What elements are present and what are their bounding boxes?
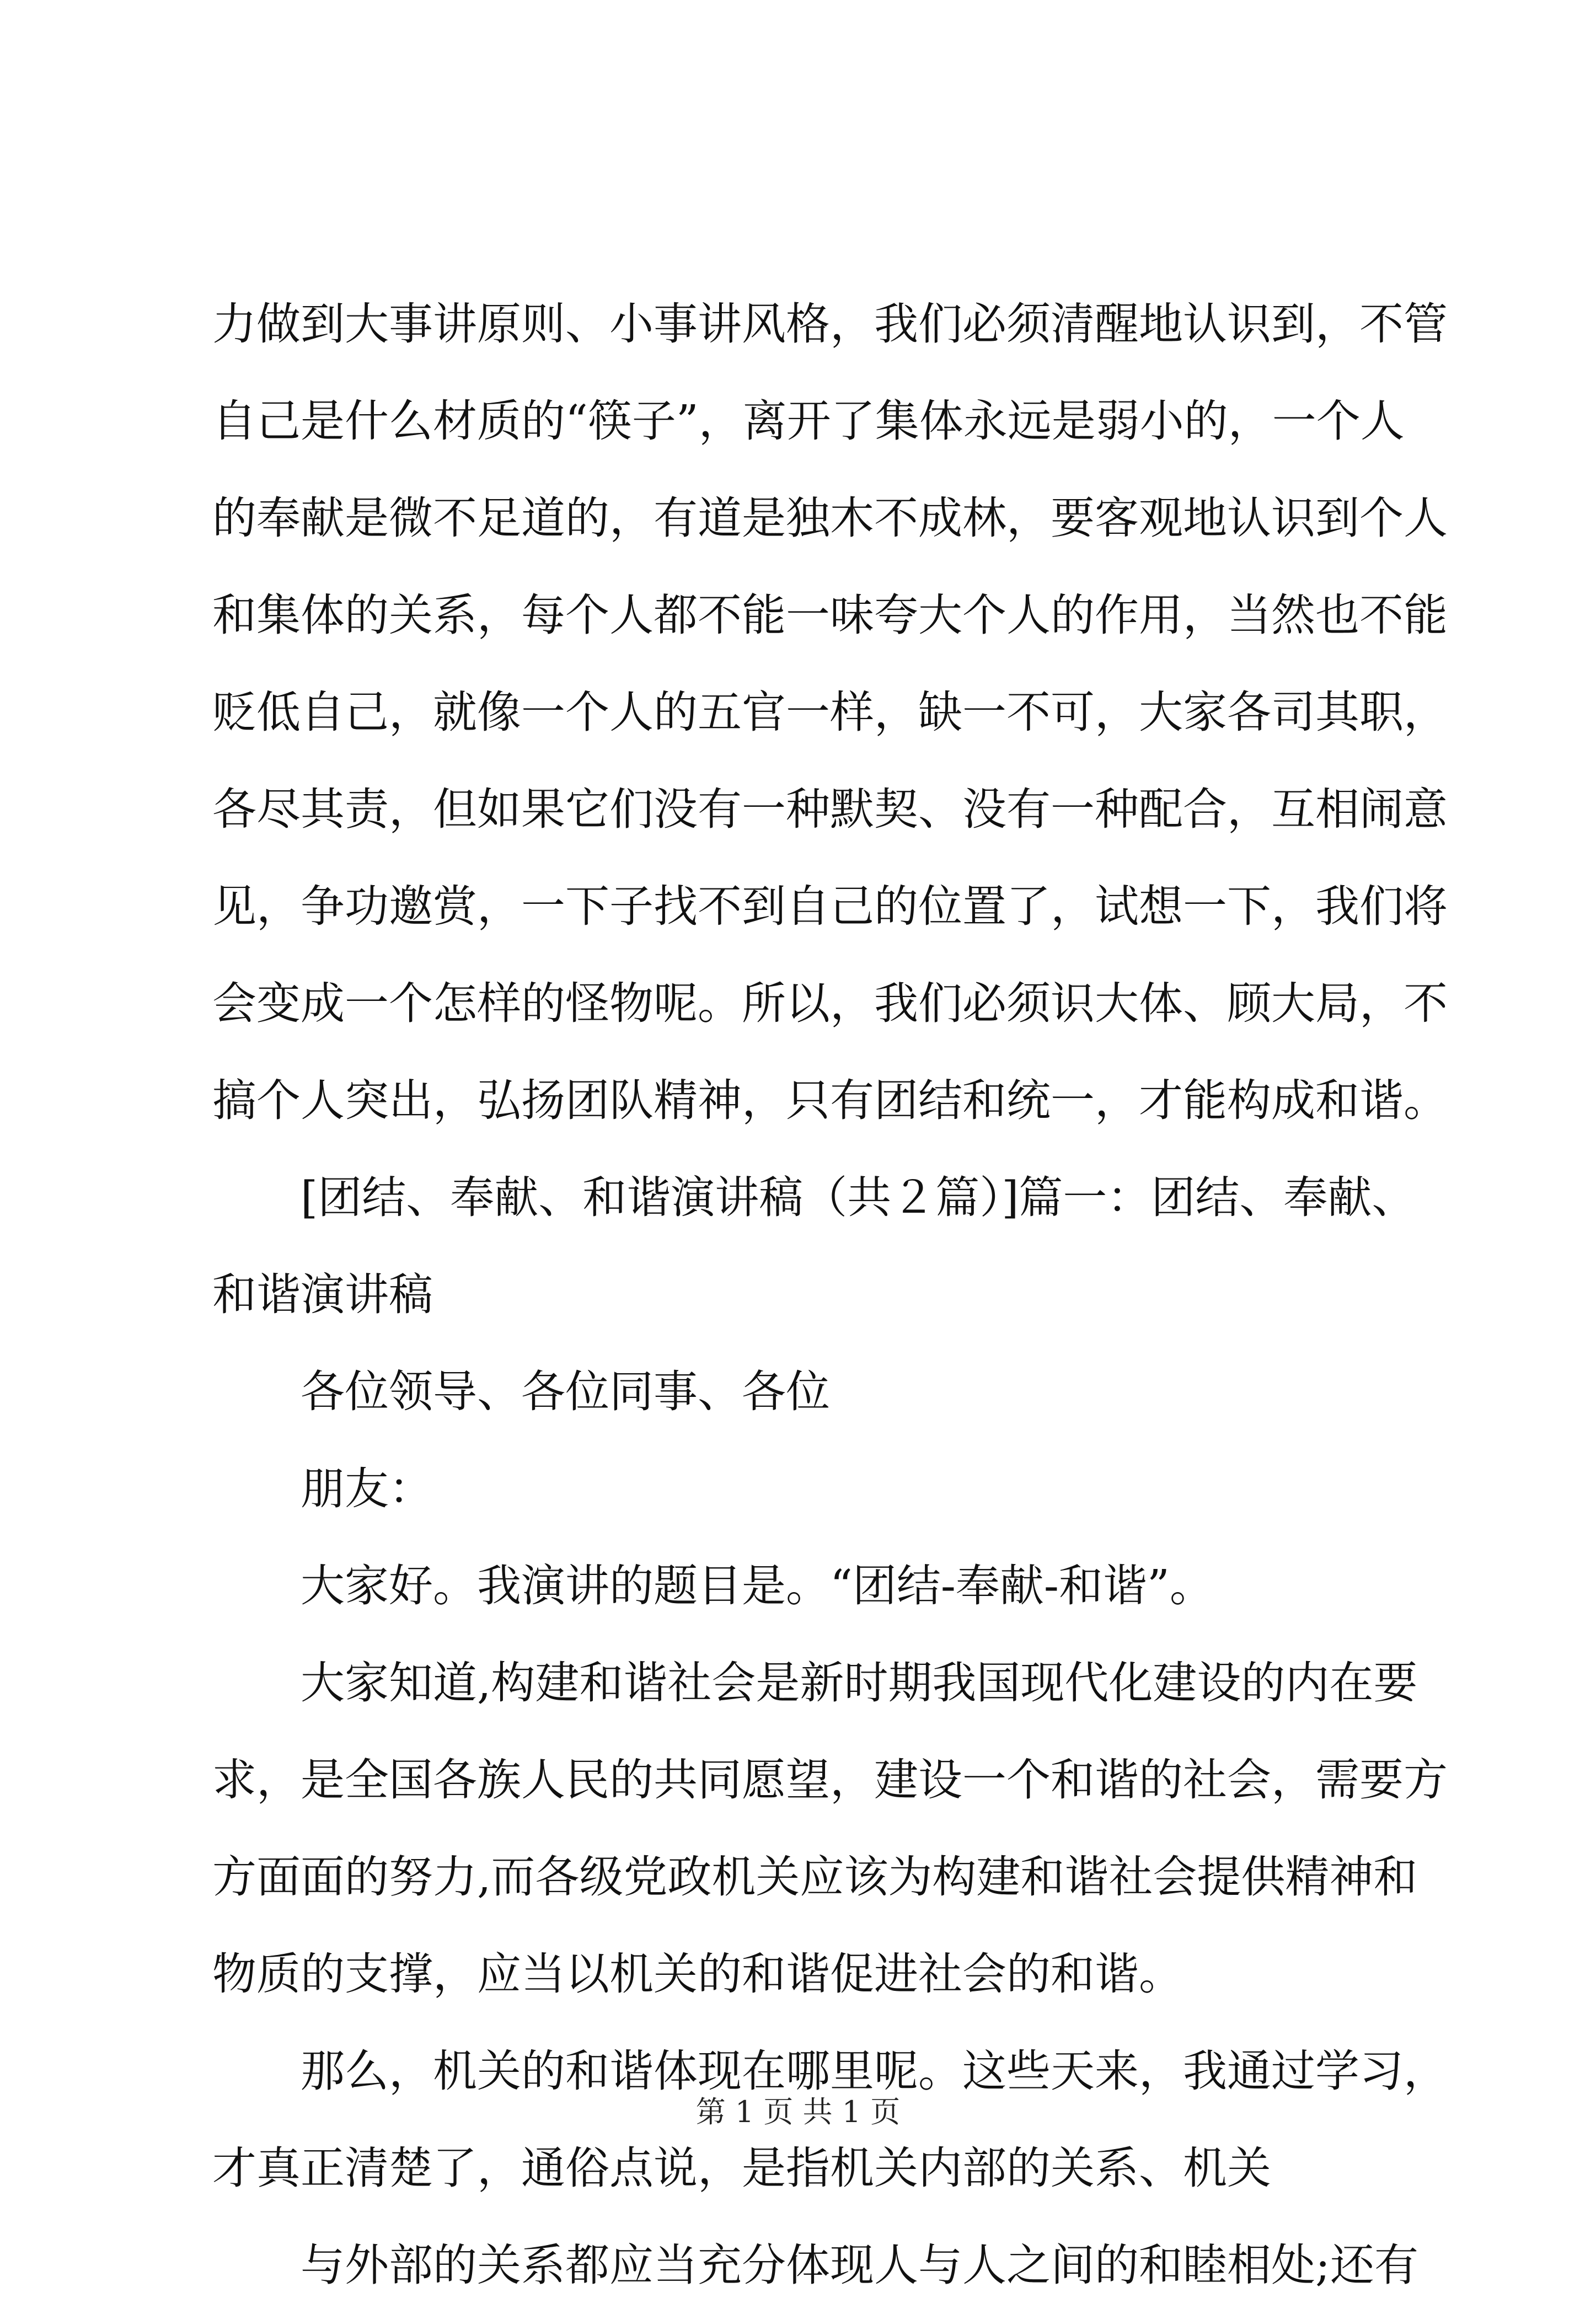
text-line: 各位领导、各位同事、各位 [301, 1366, 830, 1417]
text-line: 见，争功邀赏，一下子找不到自己的位置了，试想一下，我们将 [212, 881, 1448, 932]
text-line: 和集体的关系，每个人都不能一味夸大个人的作用，当然也不能 [212, 590, 1448, 641]
section-heading-line: 和谐演讲稿 [212, 1269, 433, 1320]
text-line: 大家好。我演讲的题目是。“团结-奉献-和谐”。 [301, 1560, 1214, 1611]
text-line: 自己是什么材质的“筷子”，离开了集体永远是弱小的，一个人 [212, 395, 1405, 447]
text-line: 方面面的努力,而各级党政机关应该为构建和谐社会提供精神和 [212, 1851, 1418, 1903]
text-line: 贬低自己，就像一个人的五官一样，缺一不可，大家各司其职， [212, 687, 1448, 738]
text-line: 搞个人突出，弘扬团队精神，只有团结和统一，才能构成和谐。 [212, 1075, 1448, 1126]
text-line: 才真正清楚了，通俗点说，是指机关内部的关系、机关 [212, 2142, 1271, 2194]
text-line: 朋友： [301, 1463, 433, 1514]
text-line: 那么，机关的和谐体现在哪里呢。这些天来，我通过学习， [301, 2045, 1448, 2097]
text-line: 物质的支撑，应当以机关的和谐促进社会的和谐。 [212, 1948, 1183, 2000]
text-line: 的奉献是微不足道的，有道是独木不成林，要客观地认识到个人 [212, 492, 1448, 544]
text-line: 求，是全国各族人民的共同愿望，建设一个和谐的社会，需要方 [212, 1754, 1448, 1806]
text-line: 各尽其责，但如果它们没有一种默契、没有一种配合，互相闹意 [212, 784, 1448, 835]
page-number-footer: 第 1 页 共 1 页 [695, 2095, 901, 2129]
section-heading-line: [团结、奉献、和谐演讲稿（共２篇）]篇一：团结、奉献、 [301, 1172, 1416, 1223]
text-line: 力做到大事讲原则、小事讲风格，我们必须清醒地认识到，不管 [212, 298, 1448, 350]
text-line: 大家知道,构建和谐社会是新时期我国现代化建设的内在要 [301, 1657, 1418, 1708]
document-body [212, 276, 1448, 2314]
text-line: 会变成一个怎样的怪物呢。所以，我们必须识大体、顾大局，不 [212, 978, 1448, 1029]
text-line: 与外部的关系都应当充分体现人与人之间的和睦相处;还有 [301, 2240, 1418, 2291]
